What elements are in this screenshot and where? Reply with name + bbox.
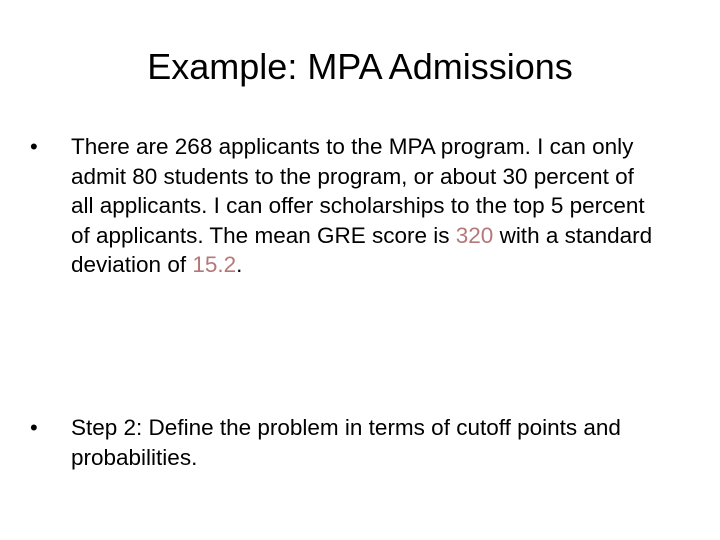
bullet-marker: •	[30, 415, 38, 440]
bullet-item-step2	[30, 413, 660, 472]
bullet-text-part: .	[236, 252, 243, 277]
bullet-marker: •	[30, 134, 38, 159]
slide-title: Example: MPA Admissions	[147, 46, 573, 87]
bullet-item-applicants	[30, 132, 660, 280]
mean-gre-value: 320	[455, 222, 494, 248]
std-dev-value: 15.2	[192, 252, 237, 277]
bullet-text-part: with a standard deviation of	[71, 222, 653, 277]
bullet-text-part: There are 268 applicants to the MPA program. I can only admit 80 students to the program, or about 30 percent of all applicants. I can offer scholarships to the top 5 percent of applicants. The mean GRE score is	[71, 134, 645, 248]
bullet-text: Step 2: Define the problem in terms of cutoff points and probabilities.	[71, 415, 621, 470]
bullet-text	[71, 132, 660, 280]
